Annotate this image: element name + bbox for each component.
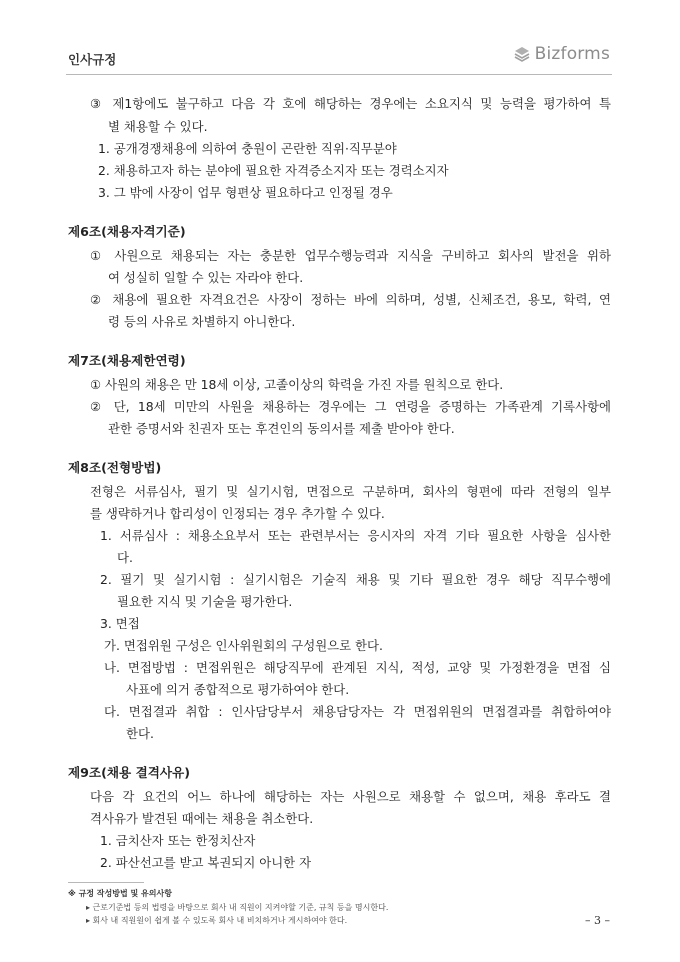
a8-item1-line2: 다. [117,550,133,565]
a9-intro-line2: 격사유가 발견된 때에는 채용을 취소한다. [90,811,314,826]
a8-item2-line1: 2. 필기 및 실기시험 : 실기시험은 기술직 채용 및 기타 필요한 경우 해당 직무수행에 [100,572,611,587]
a8-intro-line2: 를 생략하거나 합리성이 인정되는 경우 추가할 수 있다. [90,506,385,521]
footnote-1: ▸ 근로기준법 등의 법령을 바탕으로 회사 내 직원이 지켜야할 기준, 규칙 등을 명시한다. [86,903,389,912]
article9-heading: 제9조(채용 결격사유) [68,765,190,780]
a8-sub2-line2: 사표에 의거 종합적으로 평가하여야 한다. [126,682,350,697]
a7-p2-line2: 관한 증명서와 친권자 또는 후견인의 동의서를 제출 받아야 한다. [108,421,455,436]
page-number: – 3 – [585,914,610,927]
a5-clause3-line2: 별 채용할 수 있다. [108,119,208,134]
a9-intro-line1: 다음 각 요건의 어느 하나에 해당하는 자는 사원으로 채용할 수 없으며, 채용 후라도 결 [90,789,611,804]
footnote-title: ※ 규정 작성방법 및 유의사항 [68,889,172,898]
a6-p2-line1: ② 채용에 필요한 자격요건은 사장이 정하는 바에 의하며, 성별, 신체조건, 용모, 학력, 연 [90,292,611,307]
a8-sub3-line1: 다. 면접결과 취합 : 인사담당부서 채용담당자는 각 면접위원의 면접결과를 취합하여야 [104,704,611,719]
a8-item1-line1: 1. 서류심사 : 채용소요부서 또는 관련부서는 응시자의 자격 기타 필요한 사항을 심사한 [100,528,611,543]
a8-sub1: 가. 면접위원 구성은 인사위원회의 구성원으로 한다. [104,638,383,653]
a6-p1-line2: 여 성실히 일할 수 있는 자라야 한다. [108,270,304,285]
a5-clause3-line1: ③ 제1항에도 불구하고 다음 각 호에 해당하는 경우에는 소요지식 및 능력을 평가하여 특 [90,96,611,111]
document-title: 인사규정 [68,52,117,67]
footer-divider [68,882,144,883]
footnote-2: ▸ 회사 내 직원원이 쉽게 볼 수 있도록 회사 내 비치하거나 게시하여야 한다. [86,916,348,925]
article8-heading: 제8조(전형방법) [68,460,162,475]
a7-p1: ① 사원의 채용은 만 18세 이상, 고졸이상의 학력을 가진 자를 원칙으로 한다. [90,377,504,392]
a5-clause3-item1: 1. 공개경쟁채용에 의하여 충원이 곤란한 직위·직무분야 [98,141,397,156]
a8-sub2-line1: 나. 면접방법 : 면접위원은 해당직무에 관계된 지식, 적성, 교양 및 가정환경을 면접 심 [104,660,611,675]
a7-p2-line1: ② 단, 18세 미만의 사원을 채용하는 경우에는 그 연령을 증명하는 가족관계 기록사항에 [90,399,611,414]
a8-item3: 3. 면접 [100,616,140,631]
a9-item1: 1. 금치산자 또는 한정치산자 [100,833,256,848]
a8-item2-line2: 필요한 지식 및 기술을 평가한다. [117,594,293,609]
a6-p1-line1: ① 사원으로 채용되는 자는 충분한 업무수행능력과 지식을 구비하고 회사의 발전을 위하 [90,248,611,263]
article7-heading: 제7조(채용제한연령) [68,353,186,368]
a5-clause3-item3: 3. 그 밖에 사장이 업무 형편상 필요하다고 인정될 경우 [98,185,393,200]
a5-clause3-item2: 2. 채용하고자 하는 분야에 필요한 자격증소지자 또는 경력소지자 [98,163,449,178]
logo-text: Bizforms [534,44,610,64]
a8-sub3-line2: 한다. [126,726,154,741]
a8-intro-line1: 전형은 서류심사, 필기 및 실기시험, 면접으로 구분하며, 회사의 형편에 따라 전형의 일부 [90,484,611,499]
a9-item2: 2. 파산선고를 받고 복권되지 아니한 자 [100,855,312,870]
article6-heading: 제6조(채용자격기준) [68,224,186,239]
a6-p2-line2: 령 등의 사유로 차별하지 아니한다. [108,314,296,329]
